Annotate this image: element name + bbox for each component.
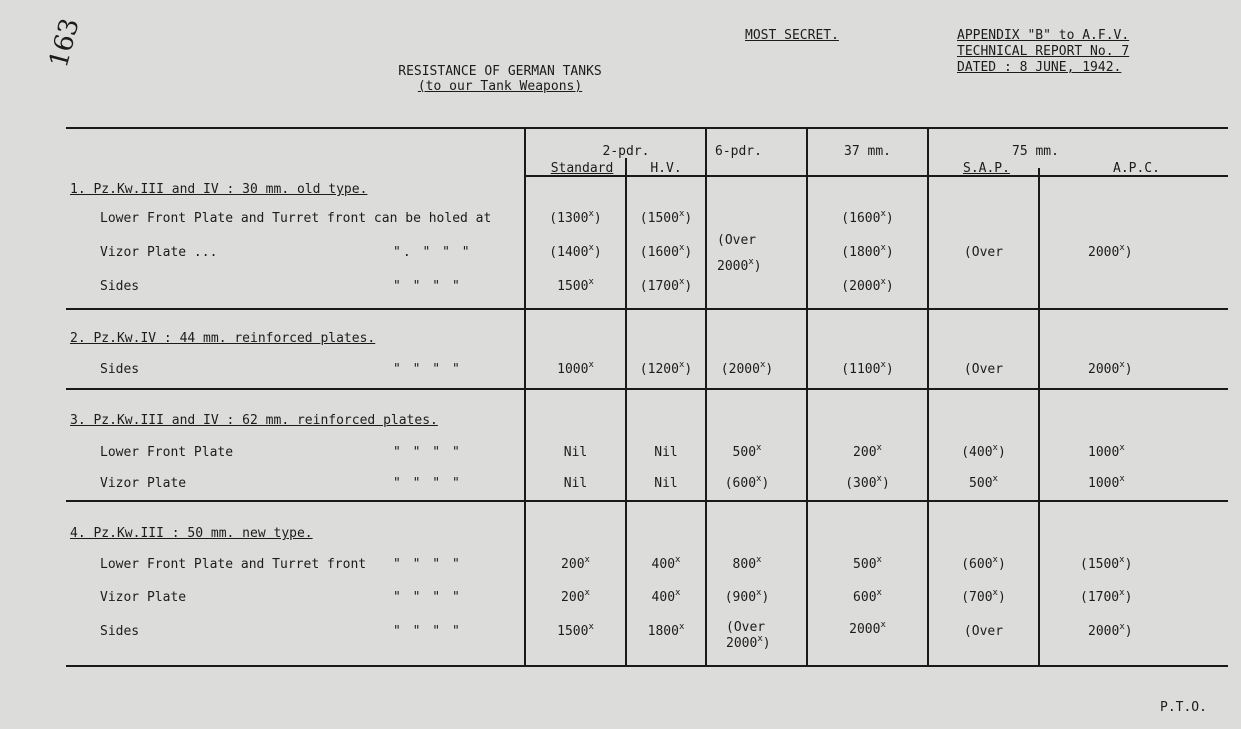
col-header-75mm: 75 mm.	[1012, 144, 1059, 159]
col-rule-3	[705, 127, 707, 667]
cell-hv: Nil	[654, 476, 678, 491]
cell-6pdr: (Over 2000$^x$)	[726, 620, 771, 651]
ditto-marks: " " " "	[393, 590, 462, 605]
cell-sap: (Over	[963, 362, 1004, 377]
cell-hv: (1500$^x$)	[639, 209, 693, 226]
row-label: Sides	[100, 279, 140, 294]
document-title: RESISTANCE OF GERMAN TANKS	[398, 64, 602, 79]
cell-sap: 500$^x$	[969, 474, 998, 491]
cell-standard: (1400$^x$)	[549, 243, 602, 260]
row-label: Lower Front Plate	[100, 445, 234, 460]
cell-sap: (700$^x$)	[961, 588, 1006, 605]
col-rule-5	[927, 127, 929, 667]
ditto-marks: " " " "	[393, 445, 462, 460]
cell-standard: 1000$^x$	[557, 360, 594, 377]
section-4-title: 4. Pz.Kw.III : 50 mm. new type.	[70, 526, 313, 541]
cell-37mm: (1100$^x$)	[841, 360, 894, 377]
ditto-marks: " " " "	[393, 476, 462, 491]
cell-6pdr: (900$^x$)	[724, 588, 770, 605]
folio-number: 163	[43, 15, 86, 71]
cell-37mm: 200$^x$	[853, 443, 882, 460]
cell-hv: Nil	[654, 445, 678, 460]
ditto-marks: ". " " "	[393, 245, 472, 260]
cell-6pdr: 800$^x$	[732, 555, 762, 572]
cell-hv: 400$^x$	[651, 555, 681, 572]
ditto-marks: " " " "	[393, 362, 462, 377]
cell-standard: Nil	[563, 445, 588, 460]
page-turn-note: P.T.O.	[1160, 700, 1207, 715]
cell-standard: 200$^x$	[561, 555, 590, 572]
appendix-line-3: DATED : 8 JUNE, 1942.	[957, 60, 1122, 75]
cell-standard: (1300$^x$)	[549, 209, 602, 226]
cell-37mm: 2000$^x$	[849, 620, 886, 637]
col-header-apc: A.P.C.	[1113, 161, 1160, 176]
table-bottom-rule	[66, 665, 1228, 667]
section-1-title: 1. Pz.Kw.III and IV : 30 mm. old type.	[70, 182, 368, 197]
cell-6pdr-merged: (Over 2000$^x$)	[717, 233, 762, 274]
section-3-title: 3. Pz.Kw.III and IV : 62 mm. reinforced plates.	[70, 413, 438, 428]
row-label: Lower Front Plate and Turret front can be holed at	[100, 211, 492, 226]
ditto-marks: " " " "	[393, 279, 462, 294]
cell-hv: (1200$^x$)	[639, 360, 693, 377]
row-label: Vizor Plate	[100, 590, 187, 605]
cell-hv: 1800$^x$	[647, 622, 685, 639]
table-top-rule	[66, 127, 1228, 129]
col-rule-6	[1038, 168, 1040, 667]
cell-sap: (600$^x$)	[961, 555, 1006, 572]
classification-mark: MOST SECRET.	[745, 28, 839, 43]
cell-hv: 400$^x$	[651, 588, 681, 605]
appendix-line-1: APPENDIX "B" to A.F.V.	[957, 28, 1130, 43]
section-2-title: 2. Pz.Kw.IV : 44 mm. reinforced plates.	[70, 331, 376, 346]
col-header-37mm: 37 mm.	[844, 144, 891, 159]
cell-apc: (1500$^x$)	[1080, 555, 1133, 572]
cell-6pdr: 500$^x$	[732, 443, 762, 460]
appendix-line-2: TECHNICAL REPORT No. 7	[957, 44, 1130, 59]
cell-apc: 2000$^x$)	[1088, 360, 1133, 377]
row-label: Lower Front Plate and Turret front	[100, 557, 367, 572]
col-rule-1	[524, 127, 526, 667]
cell-apc: 2000$^x$)	[1088, 622, 1133, 639]
col-header-hv: H.V.	[650, 161, 682, 176]
cell-standard: Nil	[563, 476, 588, 491]
col-rule-4	[806, 127, 808, 667]
cell-sap-merged: (Over	[963, 245, 1004, 260]
cell-hv: (1600$^x$)	[639, 243, 693, 260]
cell-apc: 1000$^x$	[1088, 474, 1125, 491]
cell-6pdr: (600$^x$)	[724, 474, 770, 491]
cell-6pdr: (2000$^x$)	[720, 360, 774, 377]
ditto-marks: " " " "	[393, 624, 462, 639]
document-subtitle: (to our Tank Weapons)	[417, 79, 583, 94]
cell-standard: 1500$^x$	[557, 622, 594, 639]
row-label: Vizor Plate	[100, 476, 187, 491]
cell-37mm: (1800$^x$)	[841, 243, 894, 260]
cell-apc: 1000$^x$	[1088, 443, 1125, 460]
section-2-rule	[66, 388, 1228, 390]
cell-standard: 1500$^x$	[557, 277, 594, 294]
col-header-6pdr: 6-pdr.	[715, 144, 762, 159]
cell-apc-merged: 2000$^x$)	[1088, 243, 1133, 260]
cell-hv: (1700$^x$)	[639, 277, 693, 294]
row-label: Sides	[100, 362, 140, 377]
cell-37mm: 500$^x$	[853, 555, 882, 572]
col-header-standard: Standard	[550, 161, 614, 176]
section-1-rule	[66, 308, 1228, 310]
ditto-marks: " " " "	[393, 557, 462, 572]
cell-sap: (400$^x$)	[961, 443, 1006, 460]
cell-37mm: (2000$^x$)	[841, 277, 894, 294]
cell-37mm: (1600$^x$)	[841, 209, 894, 226]
cell-apc: (1700$^x$)	[1080, 588, 1133, 605]
cell-37mm: 600$^x$	[853, 588, 882, 605]
cell-standard: 200$^x$	[561, 588, 590, 605]
col-header-2pdr: 2-pdr.	[602, 144, 650, 159]
col-header-sap: S.A.P.	[963, 161, 1010, 176]
cell-37mm: (300$^x$)	[845, 474, 890, 491]
section-3-rule	[66, 500, 1228, 502]
row-label: Vizor Plate ...	[100, 245, 218, 260]
cell-sap: (Over	[963, 624, 1004, 639]
row-label: Sides	[100, 624, 140, 639]
